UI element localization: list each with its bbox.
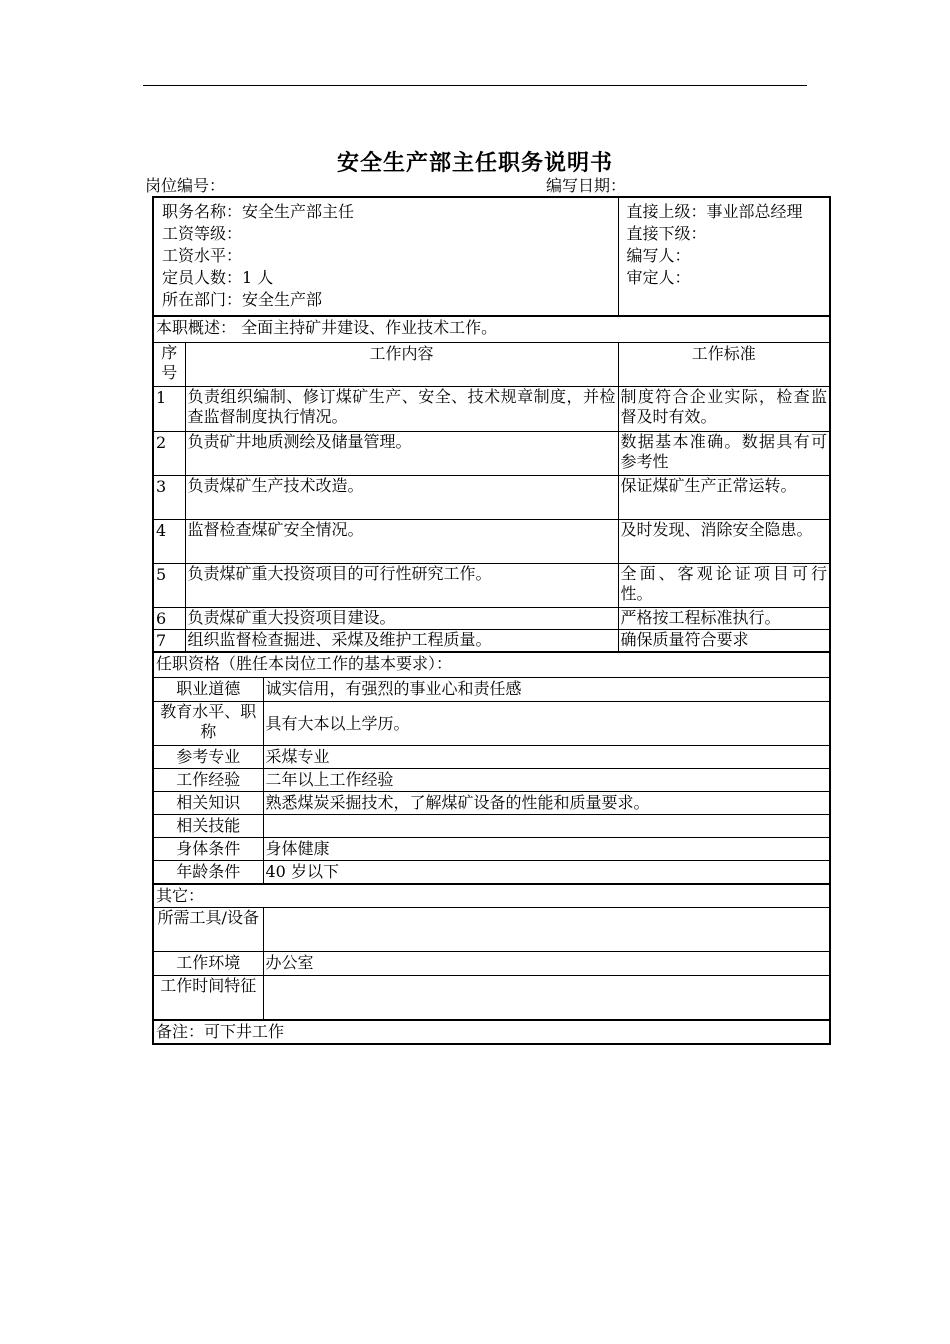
- duty-standard: 制度符合企业实际，检查监督及时有效。: [618, 386, 830, 431]
- duty-row: [153, 519, 830, 563]
- qualification-label: 身体条件: [153, 838, 263, 861]
- qualifications-title-row: [153, 652, 830, 678]
- other-label: 工作环境: [153, 952, 263, 976]
- qualification-label: 年龄条件: [153, 861, 263, 884]
- info-left-cell: [153, 197, 618, 316]
- qualification-row: [153, 746, 830, 769]
- headcount-line: 定员人数：1 人: [162, 268, 274, 287]
- qualification-label: 相关知识: [153, 792, 263, 815]
- duty-standard: 全面、客观论证项目可行性。: [618, 563, 830, 607]
- duty-no: 2: [153, 431, 185, 475]
- duty-no: 6: [153, 607, 185, 629]
- qualification-row: [153, 792, 830, 815]
- duty-row: [153, 607, 830, 629]
- qualification-row: [153, 838, 830, 861]
- duty-row: [153, 629, 830, 652]
- qualification-row: [153, 702, 830, 746]
- qualification-row: [153, 678, 830, 702]
- document-title: 安全生产部主任职务说明书: [336, 151, 613, 176]
- duty-content: 组织监督检查掘进、采煤及维护工程质量。: [185, 629, 618, 652]
- duty-no: 1: [153, 386, 185, 431]
- duty-row: [153, 563, 830, 607]
- other-value: [263, 908, 830, 952]
- duties-header-standard: 工作标准: [618, 342, 830, 386]
- summary-cell: 本职概述： 全面主持矿井建设、作业技术工作。: [153, 316, 830, 342]
- duty-content: 负责组织编制、修订煤矿生产、安全、技术规章制度，并检查监督制度执行情况。: [185, 386, 618, 431]
- date-label: 编写日期：: [546, 176, 627, 195]
- other-value: [263, 976, 830, 1020]
- duty-standard: 及时发现、消除安全隐患。: [618, 519, 830, 563]
- qualification-value: [263, 815, 830, 838]
- duty-standard: 确保质量符合要求: [618, 629, 830, 652]
- duty-content: 负责煤矿重大投资项目的可行性研究工作。: [185, 563, 618, 607]
- salary-level-line: 工资水平：: [162, 246, 243, 265]
- header-rule: [143, 85, 807, 86]
- duties-header-content: 工作内容: [185, 342, 618, 386]
- other-row: [153, 976, 830, 1020]
- qualification-value: 熟悉煤炭采掘技术，了解煤矿设备的性能和质量要求。: [263, 792, 830, 815]
- other-label: 工作时间特征: [153, 976, 263, 1020]
- qualifications-title: 任职资格（胜任本岗位工作的基本要求）：: [153, 652, 830, 678]
- department-line: 所在部门：安全生产部: [162, 290, 323, 309]
- duty-row: [153, 431, 830, 475]
- duty-row: [153, 386, 830, 431]
- qualification-label: 相关技能: [153, 815, 263, 838]
- duty-row: [153, 475, 830, 519]
- info-row: [153, 197, 830, 316]
- qualification-row: [153, 815, 830, 838]
- author-line: 编写人：: [626, 246, 691, 265]
- supervisor-line: 直接上级：事业部总经理: [626, 202, 803, 221]
- job-title-line: 职务名称：安全生产部主任: [162, 202, 355, 221]
- duty-standard: 严格按工程标准执行。: [618, 607, 830, 629]
- other-title-row: [153, 884, 830, 908]
- qualification-value: 二年以上工作经验: [263, 769, 830, 792]
- duty-content: 负责煤矿生产技术改造。: [185, 475, 618, 519]
- duty-no: 4: [153, 519, 185, 563]
- job-description-table: [152, 196, 831, 1045]
- qualification-value: 具有大本以上学历。: [263, 702, 830, 746]
- subordinate-line: 直接下级：: [626, 224, 707, 243]
- post-code-label: 岗位编号：: [145, 176, 226, 195]
- other-row: [153, 952, 830, 976]
- qualification-row: [153, 861, 830, 884]
- other-row: [153, 908, 830, 952]
- duty-content: 负责矿井地质测绘及储量管理。: [185, 431, 618, 475]
- duty-standard: 保证煤矿生产正常运转。: [618, 475, 830, 519]
- qualification-label: 工作经验: [153, 769, 263, 792]
- other-title: 其它：: [153, 884, 830, 908]
- duty-no: 3: [153, 475, 185, 519]
- remarks-row: [153, 1020, 830, 1044]
- other-value: 办公室: [263, 952, 830, 976]
- salary-grade-line: 工资等级：: [162, 224, 243, 243]
- qualification-label: 职业道德: [153, 678, 263, 702]
- duty-no: 5: [153, 563, 185, 607]
- duty-standard: 数据基本准确。数据具有可参考性: [618, 431, 830, 475]
- qualification-value: 采煤专业: [263, 746, 830, 769]
- duties-header-row: [153, 342, 830, 386]
- qualification-value: 40 岁以下: [263, 861, 830, 884]
- remarks-cell: 备注：可下井工作: [153, 1020, 830, 1044]
- duty-content: 负责煤矿重大投资项目建设。: [185, 607, 618, 629]
- qualification-value: 诚实信用，有强烈的事业心和责任感: [263, 678, 830, 702]
- qualification-row: [153, 769, 830, 792]
- info-right-cell: [618, 197, 830, 316]
- qualification-value: 身体健康: [263, 838, 830, 861]
- qualification-label: 教育水平、职称: [153, 702, 263, 746]
- approver-line: 审定人：: [626, 268, 691, 287]
- qualification-label: 参考专业: [153, 746, 263, 769]
- duty-content: 监督检查煤矿安全情况。: [185, 519, 618, 563]
- duty-no: 7: [153, 629, 185, 652]
- duties-header-no: 序号: [153, 342, 185, 386]
- summary-row: [153, 316, 830, 342]
- other-label: 所需工具/设备: [153, 908, 263, 952]
